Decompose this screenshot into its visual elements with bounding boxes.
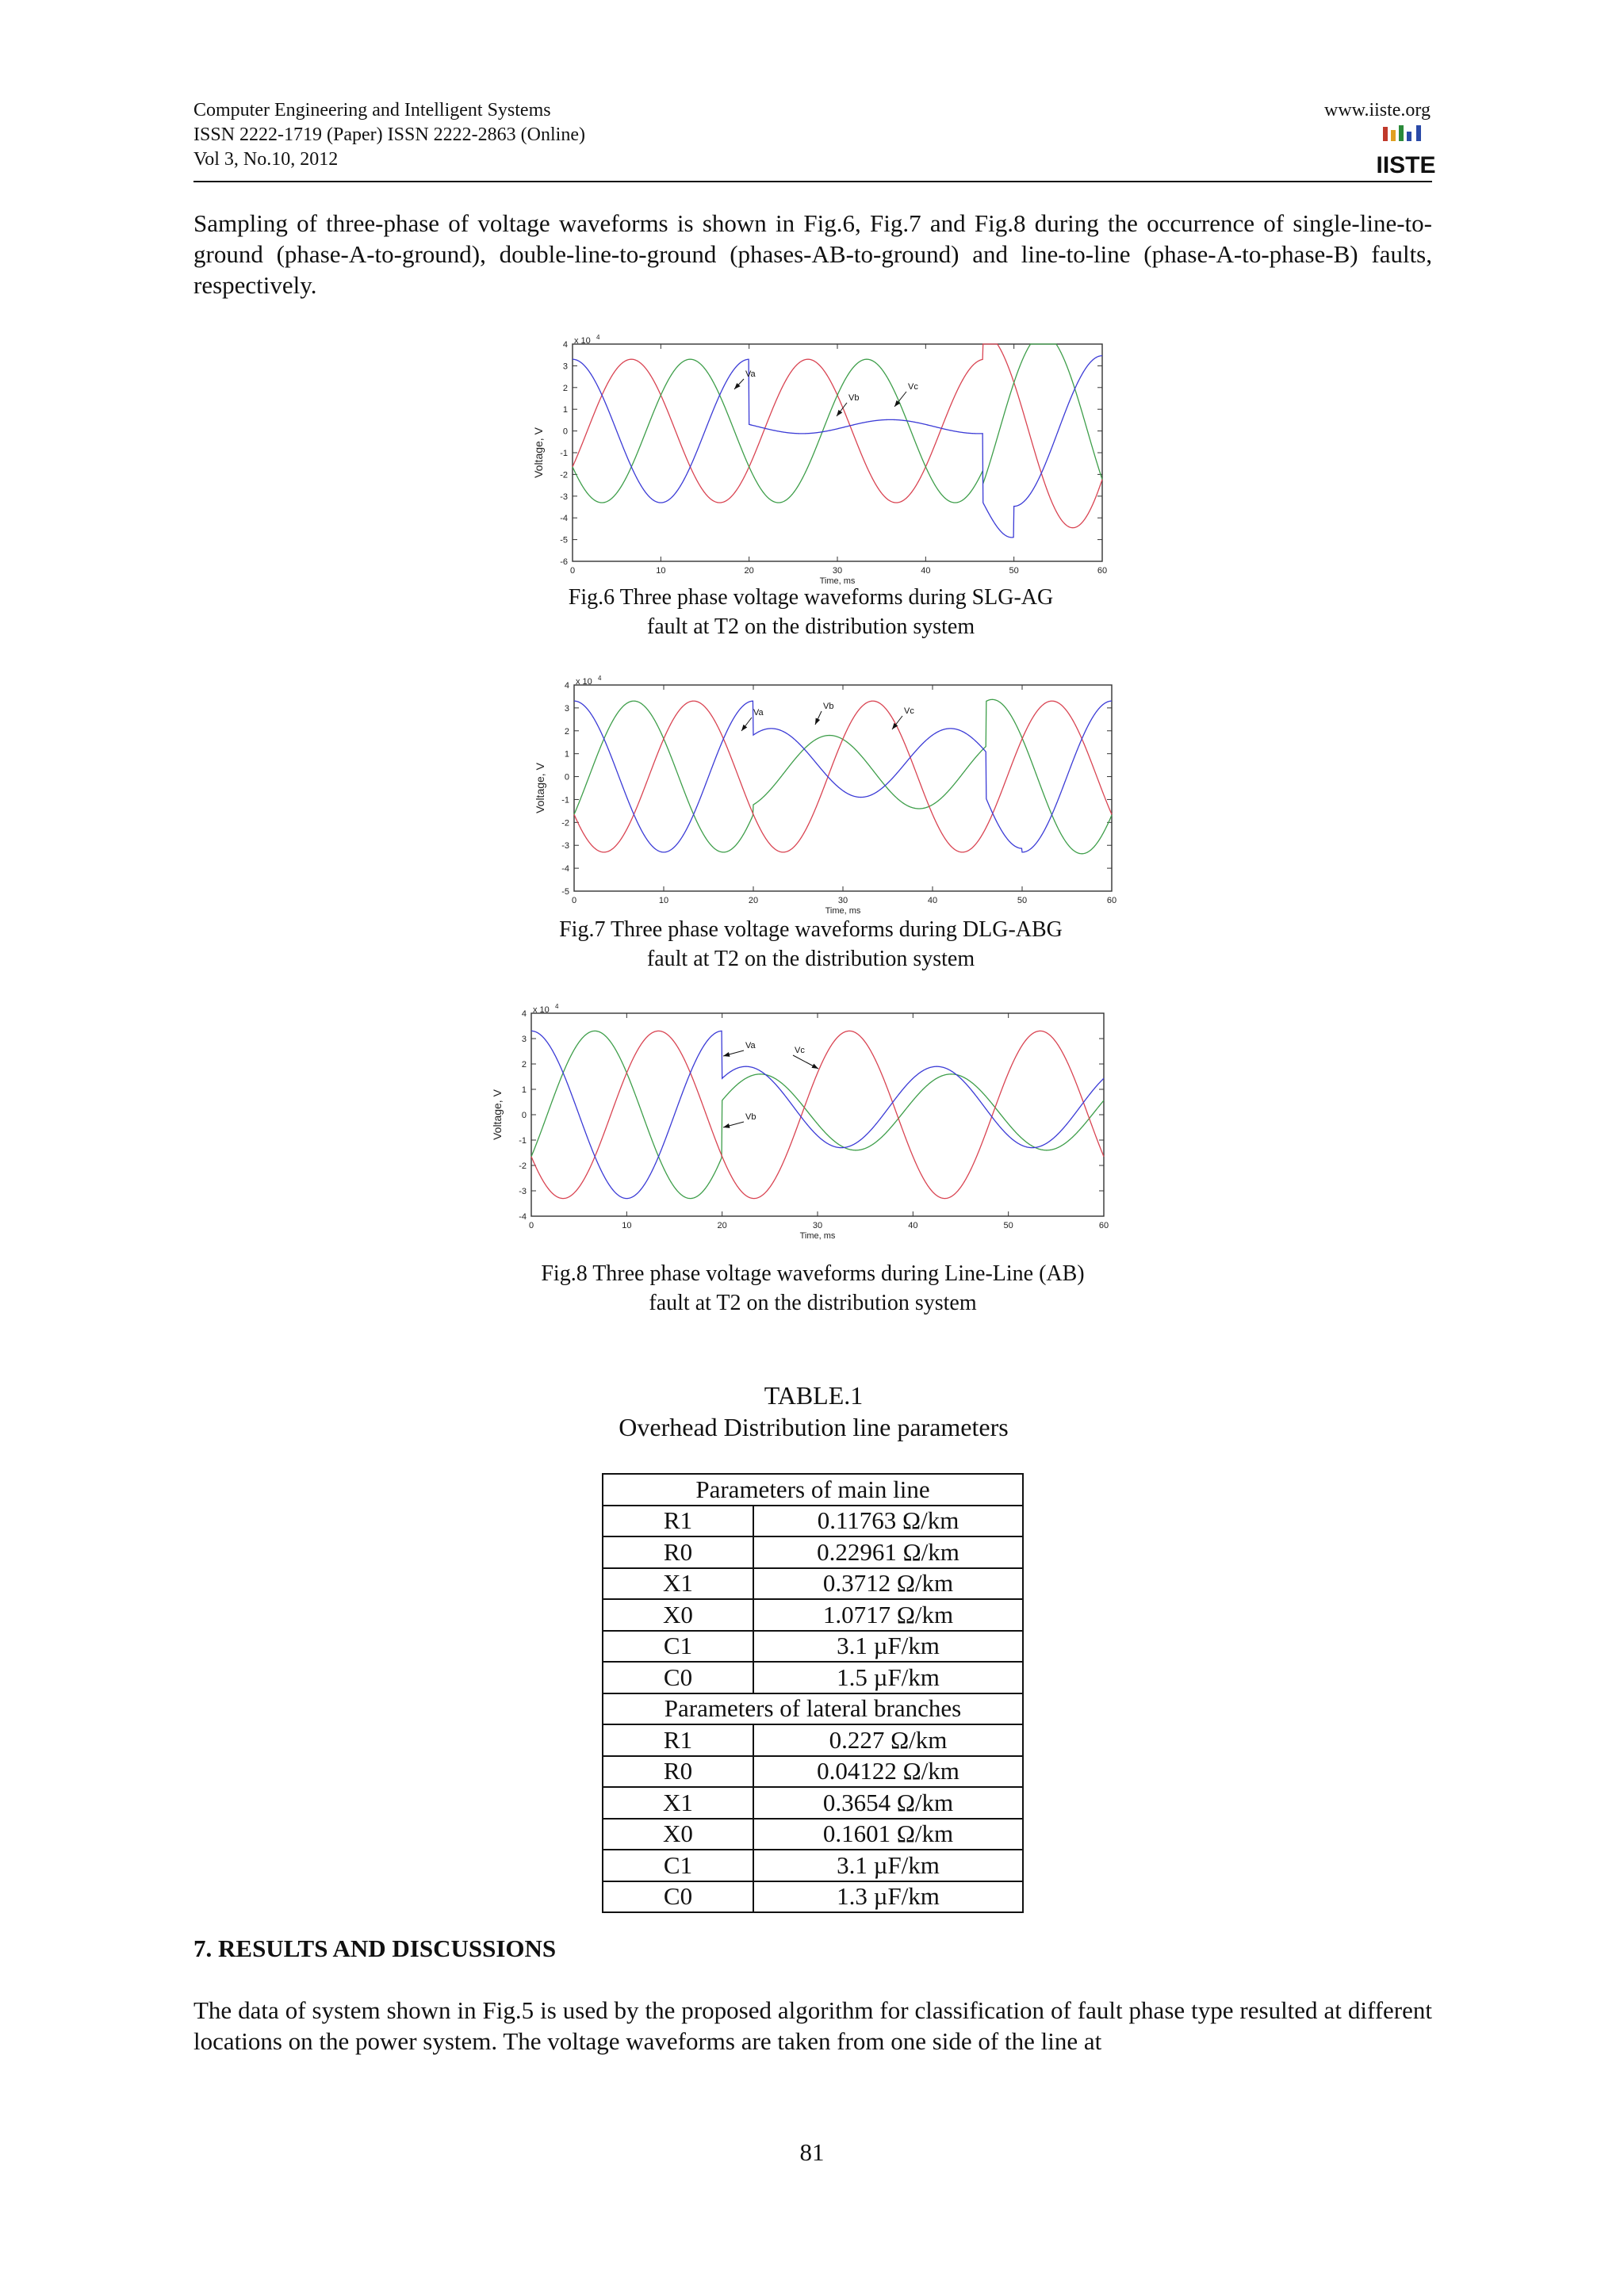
y-tick-label: -2	[519, 1161, 527, 1171]
lateral-param-name: C1	[603, 1850, 753, 1881]
fig8-caption	[476, 1259, 1150, 1318]
intro-paragraph: Sampling of three-phase of voltage waveforms is shown in Fig.6, Fig.7 and Fig.8 during the occurrence of single-line-to-ground (phase-A-to-ground), double-line-to-ground (phases-AB-to-ground) and line-to-line (phase-A-to-phase-B) faults, respectively.	[193, 209, 1432, 299]
fig6-caption-line1: Fig.6 Three phase voltage waveforms during SLG-AG	[568, 585, 1054, 610]
fig6-voltage-chart	[515, 334, 1108, 586]
x-tick-label: 50	[1017, 896, 1028, 905]
lateral-param-name: R0	[603, 1756, 753, 1788]
lateral-branches-header	[603, 1693, 1023, 1725]
journal-title: Computer Engineering and Intelligent Systems	[193, 100, 551, 121]
iiste-logo	[1376, 124, 1436, 181]
y-tick-label: -5	[560, 535, 568, 545]
main-line-param-name: R1	[603, 1506, 753, 1537]
y-tick-label: -3	[519, 1187, 527, 1196]
table-caption	[555, 1380, 1072, 1443]
fig8-caption-line1: Fig.8 Three phase voltage waveforms during Line-Line (AB)	[541, 1261, 1085, 1286]
logo-text: IISTE	[1376, 152, 1436, 178]
x-tick-label: 20	[744, 566, 754, 576]
annotation-label: Vc	[904, 706, 914, 716]
lateral-param-name: C0	[603, 1881, 753, 1913]
annotation-label: Va	[745, 1041, 756, 1050]
header-divider	[193, 181, 1432, 182]
lateral-param-value: 0.3654 Ω/km	[753, 1787, 1023, 1819]
table-body	[603, 1474, 1023, 1912]
x-tick-label: 10	[658, 896, 669, 905]
fig8-caption-line2: fault at T2 on the distribution system	[649, 1291, 977, 1315]
y-tick-label: 4	[564, 681, 569, 691]
table-row	[603, 1724, 1023, 1756]
x-tick-label: 0	[528, 1221, 534, 1230]
y-exponent-value: 4	[596, 334, 600, 341]
results-paragraph: The data of system shown in Fig.5 is used by the proposed algorithm for classification of fault phase type resulted at different locations on the power system. The voltage waveforms are taken from one side of the line at	[193, 1996, 1432, 2055]
lateral-param-value: 0.227 Ω/km	[753, 1724, 1023, 1756]
y-tick-label: 2	[562, 383, 568, 393]
y-tick-label: 3	[521, 1035, 527, 1044]
main-line-param-value: 1.0717 Ω/km	[753, 1599, 1023, 1631]
x-tick-label: 10	[622, 1221, 632, 1230]
section-heading: 7. RESULTS AND DISCUSSIONS	[193, 1934, 557, 1962]
table-row	[603, 1506, 1023, 1537]
y-tick-label: -2	[560, 470, 568, 480]
lateral-param-value: 0.1601 Ω/km	[753, 1819, 1023, 1850]
fig6-caption	[515, 583, 1106, 641]
annotation-label: Vb	[745, 1112, 756, 1122]
x-tick-label: 0	[571, 896, 577, 905]
table-row	[603, 1568, 1023, 1600]
main-line-header-cell: Parameters of main line	[603, 1474, 1023, 1506]
journal-volume: Vol 3, No.10, 2012	[193, 149, 339, 170]
lateral-param-value: 0.04122 Ω/km	[753, 1756, 1023, 1788]
y-tick-label: -1	[560, 449, 568, 458]
y-tick-label: 0	[521, 1111, 527, 1120]
x-tick-label: 30	[812, 1221, 823, 1230]
y-tick-label: -3	[560, 492, 568, 502]
fig7-caption-line2: fault at T2 on the distribution system	[646, 947, 975, 971]
main-line-param-value: 0.3712 Ω/km	[753, 1568, 1023, 1600]
y-tick-label: 2	[564, 726, 569, 737]
fig6-caption-line2: fault at T2 on the distribution system	[646, 614, 975, 639]
annotation-label: Vc	[908, 382, 918, 392]
y-tick-label: -1	[561, 795, 569, 806]
main-line-param-value: 3.1 µF/km	[753, 1631, 1023, 1663]
main-line-param-value: 0.22961 Ω/km	[753, 1536, 1023, 1568]
y-tick-label: 4	[521, 1009, 527, 1019]
lateral-param-name: X1	[603, 1787, 753, 1819]
x-tick-label: 60	[1098, 1221, 1109, 1230]
page-number: 81	[799, 2138, 825, 2166]
main-line-param-name: R0	[603, 1536, 753, 1568]
table-row	[603, 1819, 1023, 1850]
y-tick-label: 0	[562, 427, 568, 437]
table-row	[603, 1787, 1023, 1819]
y-tick-label: -4	[519, 1212, 527, 1222]
annotation-label: Vb	[848, 393, 860, 403]
fig7-caption	[515, 915, 1106, 974]
main-line-param-value: 0.11763 Ω/km	[753, 1506, 1023, 1537]
table-row	[603, 1631, 1023, 1663]
fig8-voltage-chart	[491, 1003, 1110, 1242]
main-line-param-name: C1	[603, 1631, 753, 1663]
x-tick-label: 60	[1097, 566, 1108, 576]
annotation-label: Vb	[823, 702, 834, 711]
y-tick-label: -1	[519, 1136, 527, 1146]
plot-area	[531, 1013, 1104, 1216]
y-tick-label: -4	[560, 514, 568, 524]
y-tick-label: 0	[564, 772, 569, 783]
y-tick-label: -5	[561, 887, 569, 897]
x-tick-label: 20	[748, 896, 759, 905]
x-tick-label: 30	[837, 896, 848, 905]
table-subtitle: Overhead Distribution line parameters	[619, 1413, 1009, 1441]
lateral-param-name: X0	[603, 1819, 753, 1850]
x-tick-label: 50	[1009, 566, 1019, 576]
y-axis-label: Voltage, V	[532, 427, 545, 478]
y-exponent-value: 4	[555, 1003, 559, 1010]
x-tick-label: 50	[1003, 1221, 1013, 1230]
x-tick-label: 10	[656, 566, 666, 576]
main-line-param-value: 1.5 µF/km	[753, 1662, 1023, 1693]
main-line-param-name: X1	[603, 1568, 753, 1600]
annotation-label: Va	[745, 369, 756, 379]
lateral-param-value: 1.3 µF/km	[753, 1881, 1023, 1913]
plot-area	[573, 344, 1102, 561]
x-axis-label: Time, ms	[819, 576, 856, 586]
y-axis-label: Voltage, V	[491, 1089, 504, 1140]
table-row	[603, 1850, 1023, 1881]
journal-issn: ISSN 2222-1719 (Paper) ISSN 2222-2863 (Online)	[193, 124, 585, 145]
x-tick-label: 40	[921, 566, 931, 576]
lateral-param-value: 3.1 µF/km	[753, 1850, 1023, 1881]
y-tick-label: -3	[561, 841, 569, 851]
x-axis-label: Time, ms	[799, 1231, 836, 1241]
x-axis-label: Time, ms	[825, 906, 861, 916]
y-tick-label: 4	[562, 340, 568, 350]
x-tick-label: 40	[927, 896, 938, 905]
y-tick-label: -2	[561, 818, 569, 828]
table-row	[603, 1536, 1023, 1568]
y-tick-label: -4	[561, 864, 569, 874]
fig7-caption-line1: Fig.7 Three phase voltage waveforms during DLG-ABG	[559, 917, 1063, 942]
y-exponent-label: x 10	[576, 677, 592, 687]
annotation-label: Vc	[795, 1046, 805, 1055]
journal-header	[193, 98, 585, 172]
line-parameters-table	[602, 1473, 1024, 1913]
table-row	[603, 1599, 1023, 1631]
y-tick-label: 1	[521, 1085, 527, 1095]
y-tick-label: 2	[521, 1060, 527, 1070]
x-tick-label: 30	[832, 566, 843, 576]
table-row	[603, 1662, 1023, 1693]
table-row	[603, 1756, 1023, 1788]
annotation-label: Va	[753, 708, 764, 718]
y-tick-label: 3	[564, 703, 569, 714]
main-line-param-name: X0	[603, 1599, 753, 1631]
y-tick-label: -6	[560, 557, 568, 567]
lateral-param-name: R1	[603, 1724, 753, 1756]
table-title: TABLE.1	[764, 1381, 864, 1410]
y-tick-label: 3	[562, 362, 568, 372]
fig7-voltage-chart	[523, 675, 1126, 921]
main-line-header	[603, 1474, 1023, 1506]
y-tick-label: 1	[562, 405, 568, 415]
x-tick-label: 0	[569, 566, 576, 576]
plot-area	[574, 685, 1112, 891]
y-tick-label: 1	[564, 749, 569, 760]
x-tick-label: 20	[717, 1221, 727, 1230]
y-exponent-value: 4	[598, 675, 602, 682]
x-tick-label: 40	[908, 1221, 918, 1230]
y-exponent-label: x 10	[533, 1005, 550, 1015]
y-exponent-label: x 10	[574, 336, 591, 346]
x-tick-label: 60	[1106, 896, 1117, 905]
y-axis-label: Voltage, V	[534, 763, 546, 813]
lateral-branches-header-cell: Parameters of lateral branches	[603, 1693, 1023, 1725]
website-link[interactable]: www.iiste.org	[1324, 100, 1431, 121]
table-row	[603, 1881, 1023, 1913]
main-line-param-name: C0	[603, 1662, 753, 1693]
